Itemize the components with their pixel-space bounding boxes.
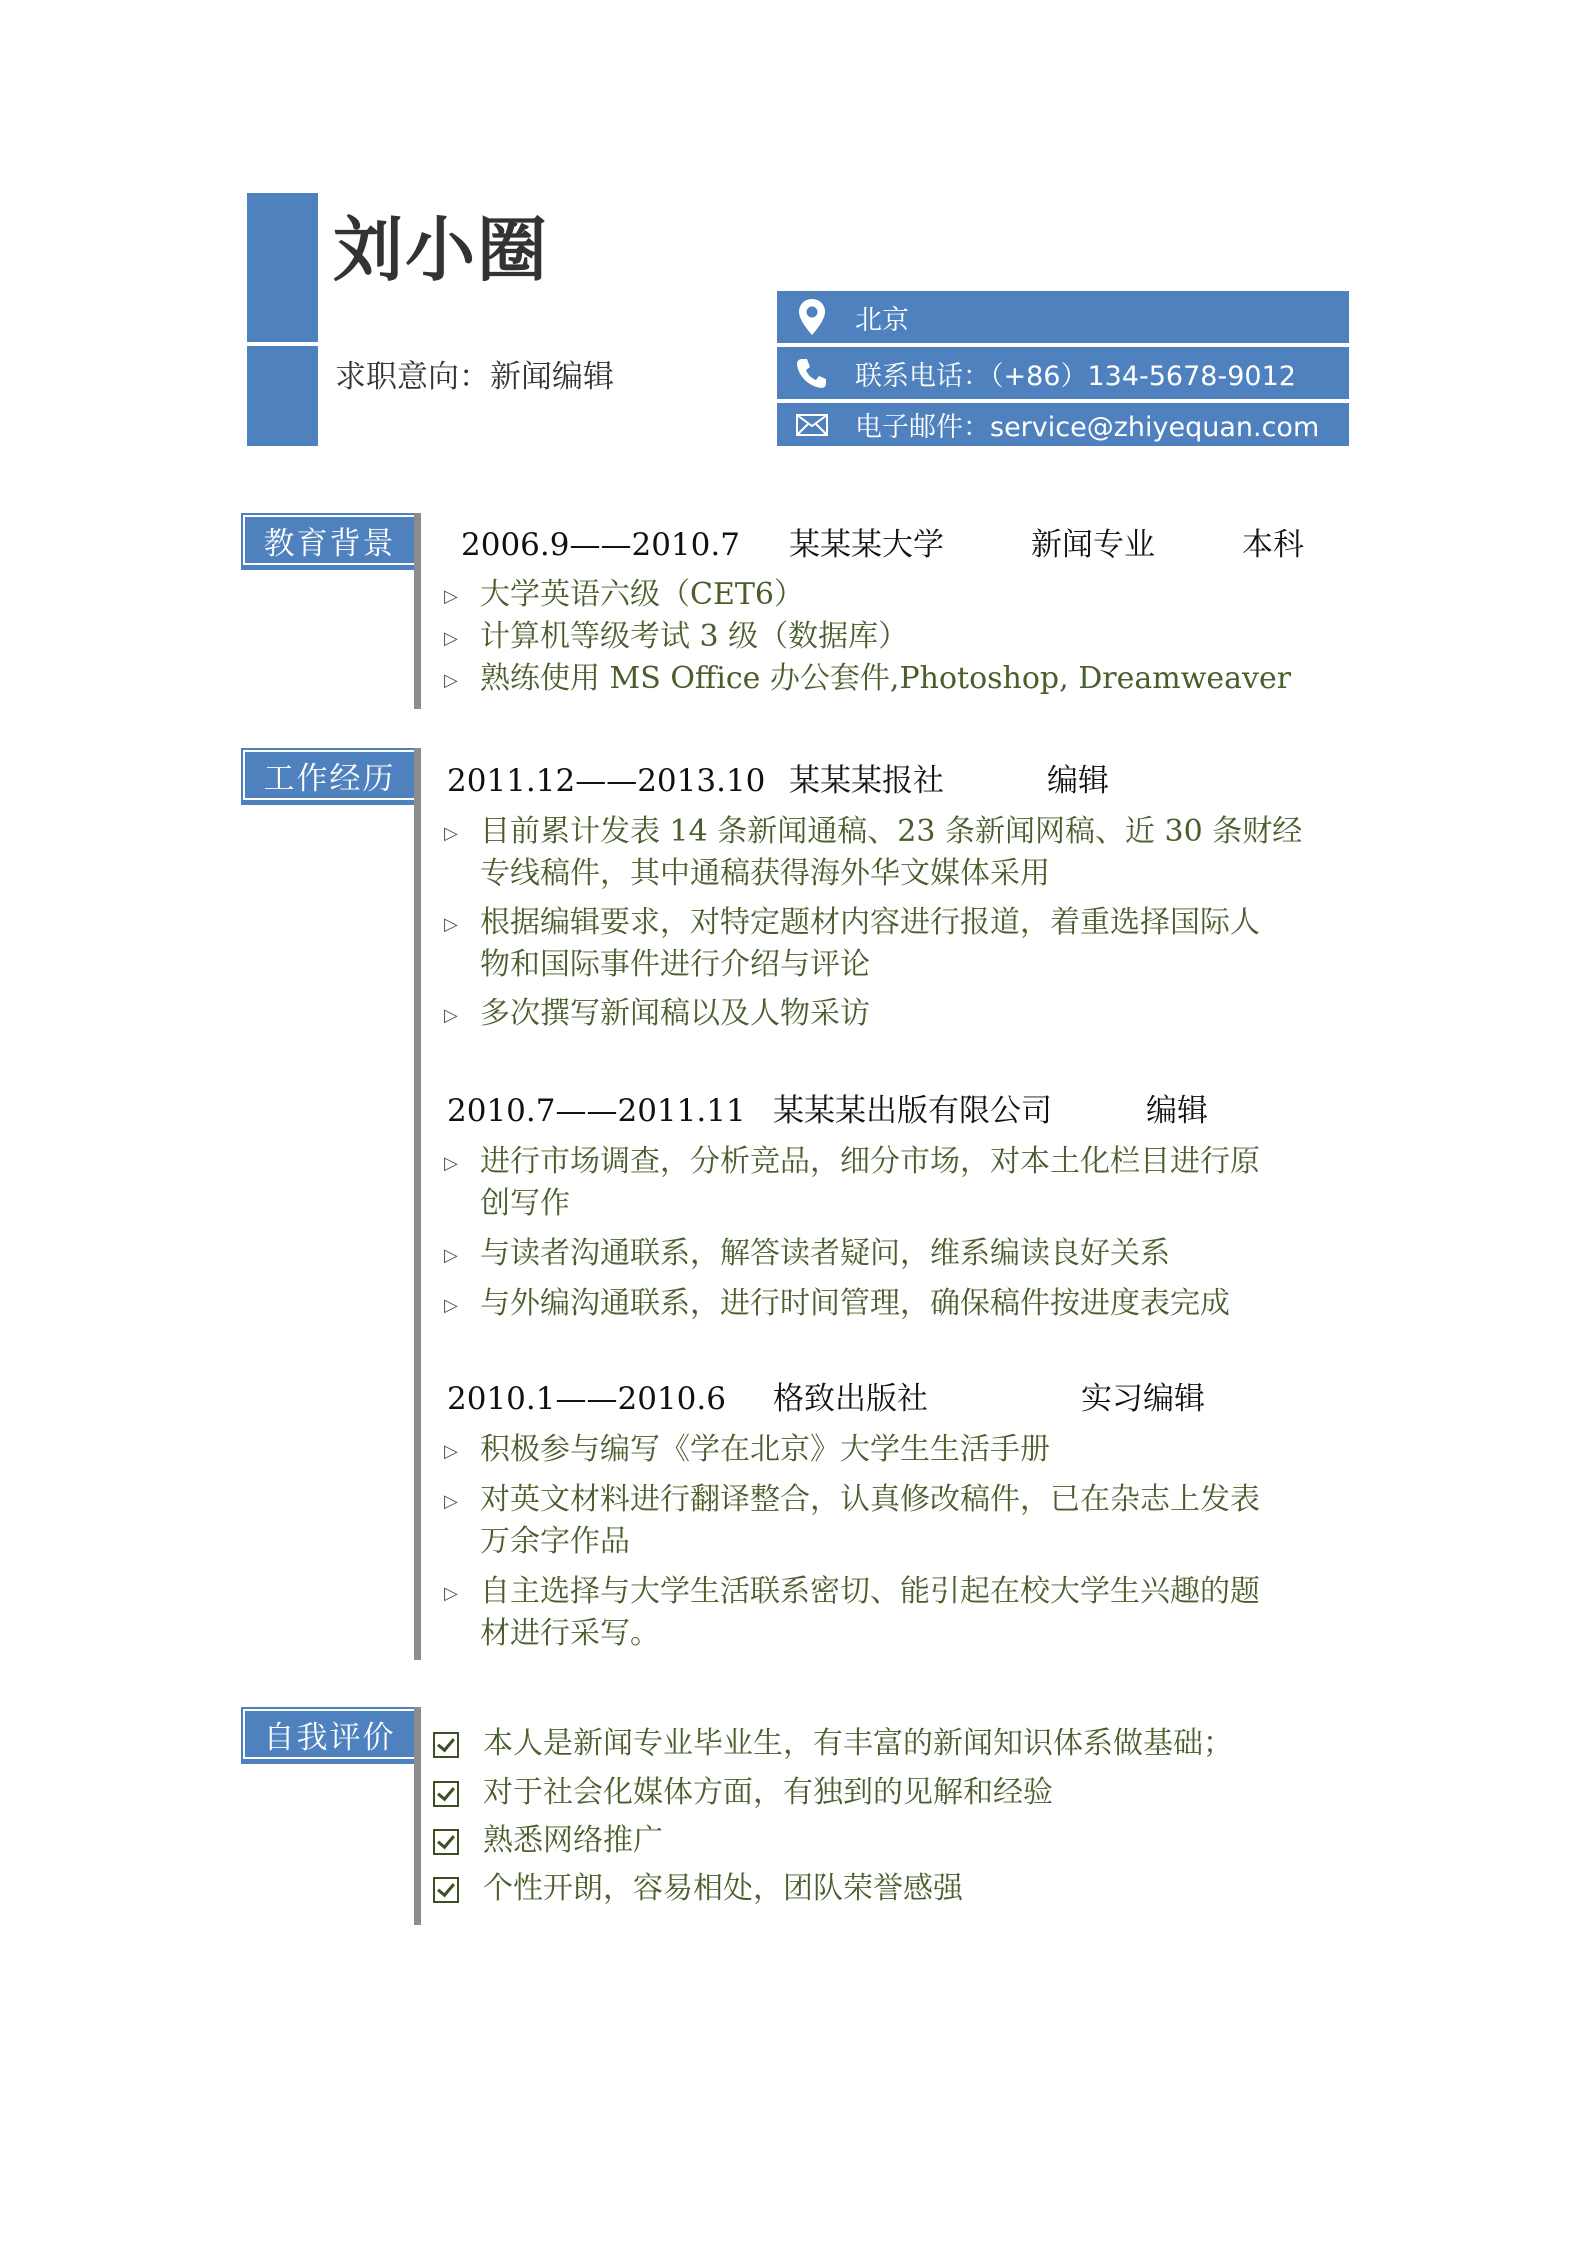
job-role: 实习编辑 <box>1081 1381 1205 1417</box>
contact-location-text: 北京 <box>855 304 909 336</box>
checkbox-icon <box>433 1829 459 1855</box>
section-title-work: 工作经历 <box>241 748 418 802</box>
job-company: 某某某出版有限公司 <box>773 1093 1052 1129</box>
location-pin-icon <box>777 298 847 336</box>
section-underline <box>241 802 414 805</box>
edu-major: 新闻专业 <box>1031 527 1155 563</box>
job-intent: 求职意向：新闻编辑 <box>335 359 614 395</box>
edu-period: 2006.9——2010.7 <box>461 527 740 563</box>
section-divider-line <box>414 513 421 709</box>
list-item: ▷ 计算机等级考试 3 级（数据库） <box>444 619 909 654</box>
job-company: 格致出版社 <box>773 1381 928 1417</box>
name-accent-bar-top <box>247 193 318 342</box>
list-item: ▷ 目前累计发表 14 条新闻通稿、23 条新闻网稿、近 30 条财经 专线稿件，其中通稿获得海外华文媒体采用 <box>444 814 1303 891</box>
checklist-item: 个性开朗，容易相处，团队荣誉感强 <box>433 1869 963 1909</box>
job-period: 2010.7——2011.11 <box>447 1093 746 1129</box>
list-item: ▷ 与读者沟通联系，解答读者疑问，维系编读良好关系 <box>444 1236 1170 1271</box>
checkbox-icon <box>433 1732 459 1758</box>
job-role: 编辑 <box>1047 763 1109 799</box>
list-item: ▷ 多次撰写新闻稿以及人物采访 <box>444 996 870 1031</box>
edu-school: 某某某大学 <box>789 527 944 563</box>
contact-phone-text: 联系电话：（+86）134-5678-9012 <box>855 360 1296 392</box>
list-item: ▷ 与外编沟通联系，进行时间管理，确保稿件按进度表完成 <box>444 1286 1230 1321</box>
checklist-item: 熟悉网络推广 <box>433 1821 663 1861</box>
job-role: 编辑 <box>1146 1093 1208 1129</box>
list-item: ▷ 根据编辑要求，对特定题材内容进行报道，着重选择国际人 物和国际事件进行介绍与评论 <box>444 905 1260 982</box>
section-divider-line <box>414 748 421 1660</box>
section-divider-line <box>414 1707 421 1925</box>
list-item: ▷ 自主选择与大学生活联系密切、能引起在校大学生兴趣的题 材进行采写。 <box>444 1574 1260 1651</box>
list-item: ▷ 熟练使用 MS Office 办公套件,Photoshop, Dreamweaver <box>444 661 1292 696</box>
list-item: ▷ 对英文材料进行翻译整合，认真修改稿件，已在杂志上发表 万余字作品 <box>444 1482 1260 1559</box>
phone-icon <box>777 356 847 390</box>
candidate-name: 刘小圈 <box>333 209 549 291</box>
checklist-item: 本人是新闻专业毕业生，有丰富的新闻知识体系做基础； <box>433 1724 1233 1764</box>
checkbox-icon <box>433 1877 459 1903</box>
list-item: ▷ 大学英语六级（CET6） <box>444 577 804 612</box>
job-period: 2010.1——2010.6 <box>447 1381 726 1417</box>
contact-email-row <box>777 403 1349 446</box>
mail-icon <box>777 414 847 436</box>
section-underline <box>241 1761 414 1764</box>
section-underline <box>241 567 414 570</box>
list-item: ▷ 积极参与编写《学在北京》大学生生活手册 <box>444 1432 1050 1467</box>
name-accent-bar-bottom <box>247 346 318 446</box>
job-company: 某某某报社 <box>789 763 944 799</box>
section-title-self-eval: 自我评价 <box>241 1707 418 1761</box>
list-item: ▷ 进行市场调查，分析竞品，细分市场，对本土化栏目进行原 创写作 <box>444 1144 1260 1221</box>
job-period: 2011.12——2013.10 <box>447 763 766 799</box>
checklist-item: 对于社会化媒体方面，有独到的见解和经验 <box>433 1773 1053 1813</box>
contact-location-row <box>777 291 1349 343</box>
contact-phone-row <box>777 347 1349 399</box>
contact-email-text: 电子邮件：service@zhiyequan.com <box>855 412 1320 443</box>
checkbox-icon <box>433 1781 459 1807</box>
section-title-education: 教育背景 <box>241 513 418 567</box>
edu-degree: 本科 <box>1242 527 1304 563</box>
